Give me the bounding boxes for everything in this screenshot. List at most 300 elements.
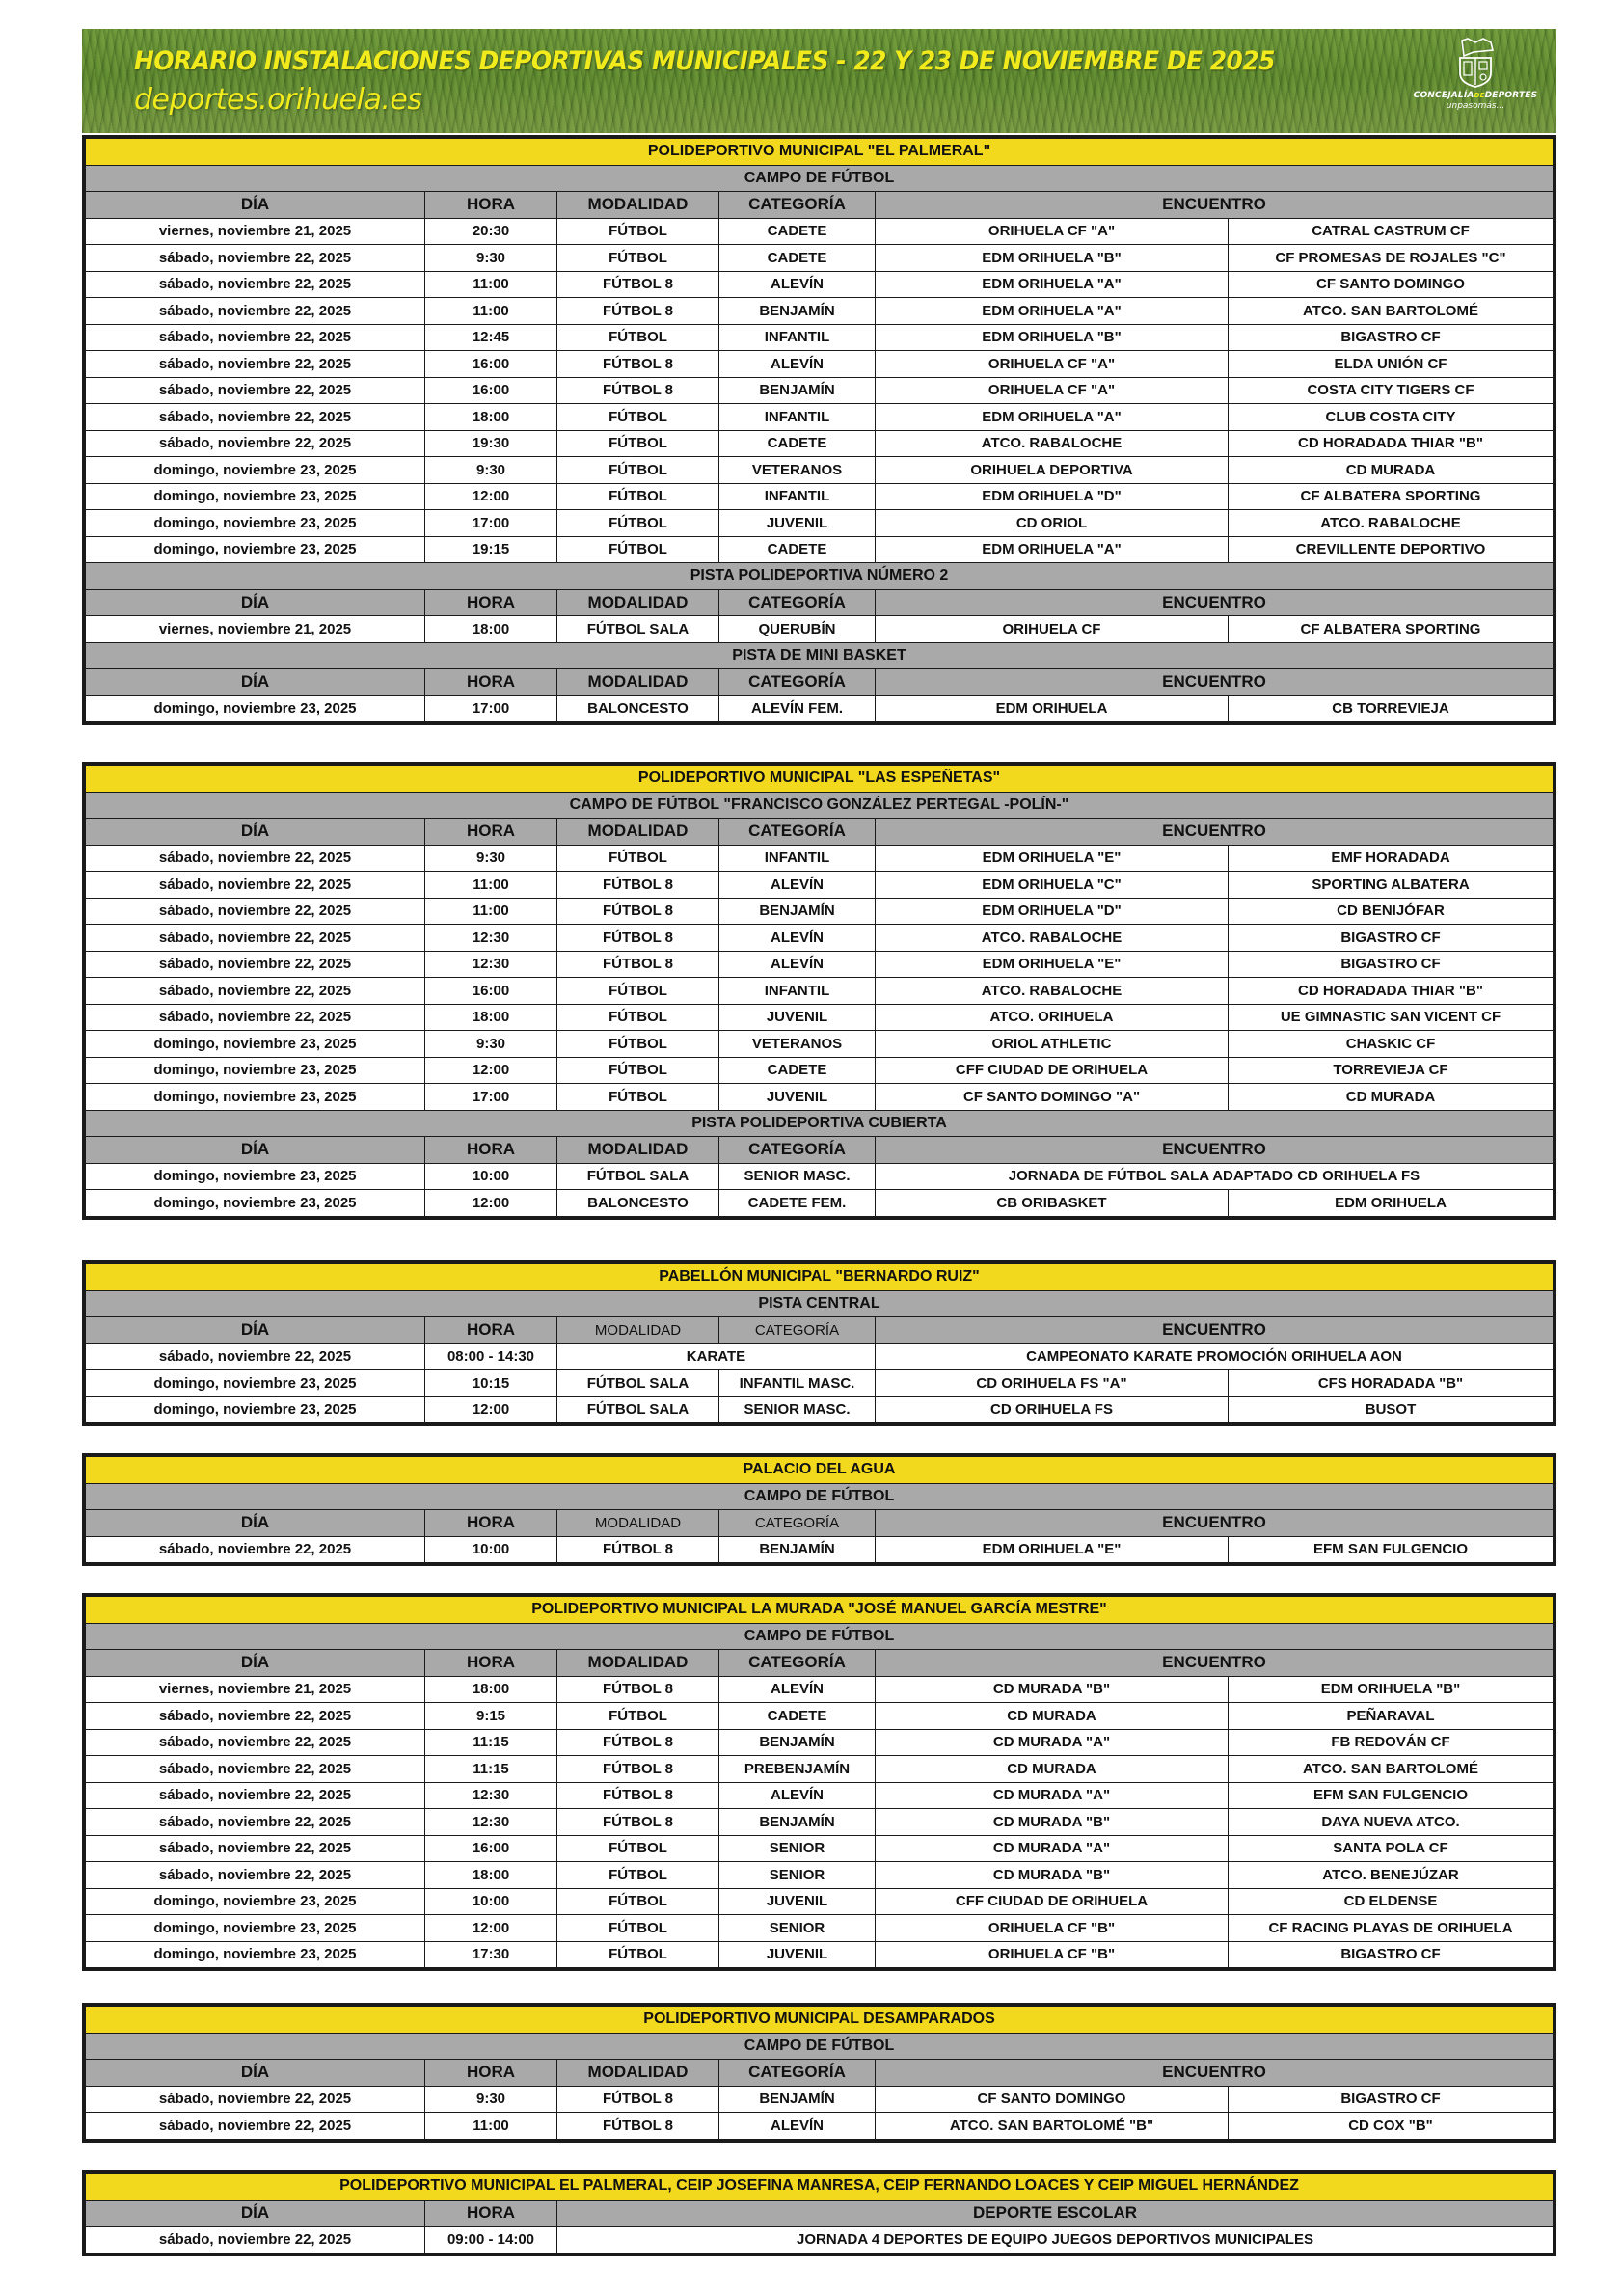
cell-hora: 12:00 bbox=[425, 1057, 557, 1084]
table-row bbox=[86, 1004, 1554, 1031]
cell-dia: sábado, noviembre 22, 2025 bbox=[86, 2086, 425, 2113]
cell-hora: 11:00 bbox=[425, 2113, 557, 2140]
cell-categoria: ALEVÍN bbox=[719, 1676, 876, 1703]
cell-equipo-visitante: SPORTING ALBATERA bbox=[1229, 872, 1554, 899]
header-encuentro: ENCUENTRO bbox=[876, 669, 1554, 696]
cell-dia: viernes, noviembre 21, 2025 bbox=[86, 1676, 425, 1703]
cell-equipo-visitante: CF ALBATERA SPORTING bbox=[1229, 616, 1554, 643]
cell-modalidad: FÚTBOL bbox=[557, 218, 719, 245]
section-name: PISTA DE MINI BASKET bbox=[86, 642, 1554, 669]
header-dia: DÍA bbox=[86, 1510, 425, 1537]
cell-modalidad: FÚTBOL bbox=[557, 978, 719, 1005]
cell-categoria: CADETE bbox=[719, 1057, 876, 1084]
cell-categoria: BENJAMÍN bbox=[719, 1729, 876, 1756]
cell-equipo-local: CD MURADA "A" bbox=[876, 1782, 1229, 1809]
column-header-row bbox=[86, 2060, 1554, 2087]
table-row bbox=[86, 324, 1554, 351]
venue-table bbox=[82, 1260, 1556, 1426]
cell-dia: sábado, noviembre 22, 2025 bbox=[86, 324, 425, 351]
header-hora: HORA bbox=[425, 1510, 557, 1537]
cell-hora: 18:00 bbox=[425, 616, 557, 643]
column-header-row bbox=[86, 1137, 1554, 1164]
cell-equipo-visitante: BUSOT bbox=[1229, 1396, 1554, 1423]
cell-hora: 16:00 bbox=[425, 377, 557, 404]
cell-categoria: JUVENIL bbox=[719, 1941, 876, 1968]
header-encuentro: ENCUENTRO bbox=[876, 1137, 1554, 1164]
cell-categoria: ALEVÍN FEM. bbox=[719, 695, 876, 722]
cell-equipo-visitante: BIGASTRO CF bbox=[1229, 925, 1554, 952]
cell-dia: domingo, noviembre 23, 2025 bbox=[86, 457, 425, 484]
cell-equipo-local: EDM ORIHUELA "C" bbox=[876, 872, 1229, 899]
cell-dia: sábado, noviembre 22, 2025 bbox=[86, 1343, 425, 1370]
cell-hora: 12:00 bbox=[425, 1190, 557, 1217]
table-row bbox=[86, 457, 1554, 484]
table-row bbox=[86, 845, 1554, 872]
section-name: CAMPO DE FÚTBOL bbox=[86, 165, 1554, 192]
cell-hora: 12:30 bbox=[425, 925, 557, 952]
cell-equipo-visitante: EFM SAN FULGENCIO bbox=[1229, 1536, 1554, 1563]
cell-hora: 9:30 bbox=[425, 1031, 557, 1058]
cell-modalidad: FÚTBOL 8 bbox=[557, 1729, 719, 1756]
header-encuentro: ENCUENTRO bbox=[876, 1510, 1554, 1537]
cell-categoria: INFANTIL MASC. bbox=[719, 1370, 876, 1397]
table-row bbox=[86, 1163, 1554, 1190]
table-row bbox=[86, 898, 1554, 925]
venue-title-row bbox=[86, 766, 1554, 793]
venue-title-row bbox=[86, 139, 1554, 166]
table-row bbox=[86, 951, 1554, 978]
cell-categoria: ALEVÍN bbox=[719, 872, 876, 899]
cell-categoria: INFANTIL bbox=[719, 404, 876, 431]
cell-dia: sábado, noviembre 22, 2025 bbox=[86, 377, 425, 404]
cell-equipo-local: CB ORIBASKET bbox=[876, 1190, 1229, 1217]
cell-modalidad: FÚTBOL 8 bbox=[557, 1809, 719, 1836]
cell-dia: domingo, noviembre 23, 2025 bbox=[86, 1888, 425, 1915]
section-row bbox=[86, 2033, 1554, 2060]
cell-modalidad: FÚTBOL 8 bbox=[557, 872, 719, 899]
cell-equipo-local: ORIHUELA DEPORTIVA bbox=[876, 457, 1229, 484]
cell-categoria: BENJAMÍN bbox=[719, 1809, 876, 1836]
header-categoria: CATEGORÍA bbox=[719, 192, 876, 219]
cell-hora: 16:00 bbox=[425, 1835, 557, 1862]
table-row bbox=[86, 536, 1554, 563]
cell-hora: 11:15 bbox=[425, 1729, 557, 1756]
cell-categoria: ALEVÍN bbox=[719, 925, 876, 952]
cell-dia: domingo, noviembre 23, 2025 bbox=[86, 1370, 425, 1397]
venue-title: POLIDEPORTIVO MUNICIPAL "LAS ESPEÑETAS" bbox=[86, 766, 1554, 793]
table-row bbox=[86, 1676, 1554, 1703]
cell-hora: 12:00 bbox=[425, 483, 557, 510]
schedule-table bbox=[85, 1456, 1554, 1563]
table-row bbox=[86, 616, 1554, 643]
header-modalidad: MODALIDAD bbox=[557, 1510, 719, 1537]
cell-hora: 12:30 bbox=[425, 1809, 557, 1836]
header-dia: DÍA bbox=[86, 1137, 425, 1164]
table-row bbox=[86, 1396, 1554, 1423]
cell-categoria: BENJAMÍN bbox=[719, 1536, 876, 1563]
cell-modalidad: FÚTBOL 8 bbox=[557, 351, 719, 378]
page-title: HORARIO INSTALACIONES DEPORTIVAS MUNICIPALES - 22 Y 23 DE NOVIEMBRE DE 2025 bbox=[134, 46, 1275, 76]
cell-modalidad: FÚTBOL bbox=[557, 1057, 719, 1084]
cell-equipo-local: ORIHUELA CF "A" bbox=[876, 377, 1229, 404]
venue-title: POLIDEPORTIVO MUNICIPAL LA MURADA "JOSÉ MANUEL GARCÍA MESTRE" bbox=[86, 1597, 1554, 1624]
cell-modalidad: FÚTBOL bbox=[557, 845, 719, 872]
header-dia: DÍA bbox=[86, 1317, 425, 1344]
venue-title: PALACIO DEL AGUA bbox=[86, 1457, 1554, 1484]
table-row bbox=[86, 245, 1554, 272]
cell-categoria: INFANTIL bbox=[719, 845, 876, 872]
cell-categoria: BENJAMÍN bbox=[719, 898, 876, 925]
cell-dia: domingo, noviembre 23, 2025 bbox=[86, 1057, 425, 1084]
cell-encuentro: JORNADA DE FÚTBOL SALA ADAPTADO CD ORIHUELA FS bbox=[876, 1163, 1554, 1190]
cell-modalidad: FÚTBOL bbox=[557, 510, 719, 537]
header-encuentro: ENCUENTRO bbox=[876, 1317, 1554, 1344]
cell-hora: 17:30 bbox=[425, 1941, 557, 1968]
table-row bbox=[86, 1809, 1554, 1836]
website-link[interactable]: deportes.orihuela.es bbox=[134, 83, 422, 117]
header-hora: HORA bbox=[425, 192, 557, 219]
cell-categoria: ALEVÍN bbox=[719, 271, 876, 298]
table-row bbox=[86, 430, 1554, 457]
cell-categoria: ALEVÍN bbox=[719, 2113, 876, 2140]
cell-modalidad: FÚTBOL 8 bbox=[557, 298, 719, 325]
cell-modalidad: FÚTBOL bbox=[557, 1004, 719, 1031]
cell-equipo-local: EDM ORIHUELA "E" bbox=[876, 845, 1229, 872]
cell-dia: sábado, noviembre 22, 2025 bbox=[86, 2227, 425, 2254]
cell-equipo-visitante: CLUB COSTA CITY bbox=[1229, 404, 1554, 431]
cell-hora: 9:30 bbox=[425, 457, 557, 484]
cell-equipo-local: CF SANTO DOMINGO "A" bbox=[876, 1084, 1229, 1111]
venue-table bbox=[82, 135, 1556, 725]
header-categoria: CATEGORÍA bbox=[719, 1137, 876, 1164]
cell-equipo-visitante: CB TORREVIEJA bbox=[1229, 695, 1554, 722]
cell-categoria: ALEVÍN bbox=[719, 351, 876, 378]
cell-modalidad: FÚTBOL 8 bbox=[557, 951, 719, 978]
cell-equipo-visitante: CF RACING PLAYAS DE ORIHUELA bbox=[1229, 1915, 1554, 1942]
venue-title-row bbox=[86, 2007, 1554, 2034]
cell-modalidad: KARATE bbox=[557, 1343, 876, 1370]
cell-equipo-local: CD ORIOL bbox=[876, 510, 1229, 537]
header-encuentro: ENCUENTRO bbox=[876, 2060, 1554, 2087]
venue-title: POLIDEPORTIVO MUNICIPAL EL PALMERAL, CEIP JOSEFINA MANRESA, CEIP FERNANDO LOACES Y CEIP MIGUEL HERNÁNDEZ bbox=[86, 2174, 1554, 2201]
cell-hora: 9:30 bbox=[425, 845, 557, 872]
cell-equipo-visitante: TORREVIEJA CF bbox=[1229, 1057, 1554, 1084]
cell-equipo-local: ATCO. RABALOCHE bbox=[876, 430, 1229, 457]
header-dia: DÍA bbox=[86, 2200, 425, 2227]
header-dia: DÍA bbox=[86, 589, 425, 616]
header-dia: DÍA bbox=[86, 1650, 425, 1677]
header-hora: HORA bbox=[425, 589, 557, 616]
table-row bbox=[86, 2086, 1554, 2113]
cell-equipo-visitante: CD ELDENSE bbox=[1229, 1888, 1554, 1915]
cell-equipo-visitante: PEÑARAVAL bbox=[1229, 1703, 1554, 1730]
cell-categoria: SENIOR MASC. bbox=[719, 1396, 876, 1423]
cell-equipo-visitante: COSTA CITY TIGERS CF bbox=[1229, 377, 1554, 404]
cell-modalidad: FÚTBOL 8 bbox=[557, 925, 719, 952]
cell-equipo-visitante: BIGASTRO CF bbox=[1229, 2086, 1554, 2113]
cell-categoria: BENJAMÍN bbox=[719, 377, 876, 404]
cell-hora: 11:00 bbox=[425, 898, 557, 925]
column-header-row bbox=[86, 192, 1554, 219]
section-row bbox=[86, 1623, 1554, 1650]
header-hora: HORA bbox=[425, 1137, 557, 1164]
cell-dia: sábado, noviembre 22, 2025 bbox=[86, 271, 425, 298]
header-modalidad: MODALIDAD bbox=[557, 192, 719, 219]
cell-hora: 16:00 bbox=[425, 351, 557, 378]
cell-equipo-local: CD MURADA "A" bbox=[876, 1835, 1229, 1862]
header-banner bbox=[82, 29, 1556, 133]
schedule-table bbox=[85, 1263, 1554, 1423]
cell-dia: sábado, noviembre 22, 2025 bbox=[86, 298, 425, 325]
cell-modalidad: FÚTBOL bbox=[557, 430, 719, 457]
cell-categoria: ALEVÍN bbox=[719, 1782, 876, 1809]
column-header-row bbox=[86, 819, 1554, 846]
cell-categoria: ALEVÍN bbox=[719, 951, 876, 978]
header-hora: HORA bbox=[425, 2060, 557, 2087]
cell-hora: 10:00 bbox=[425, 1163, 557, 1190]
header-categoria: CATEGORÍA bbox=[719, 589, 876, 616]
cell-dia: sábado, noviembre 22, 2025 bbox=[86, 1782, 425, 1809]
cell-hora: 10:00 bbox=[425, 1536, 557, 1563]
venue-table bbox=[82, 2003, 1556, 2143]
header-modalidad: MODALIDAD bbox=[557, 1137, 719, 1164]
venue-title-row bbox=[86, 1597, 1554, 1624]
cell-dia: domingo, noviembre 23, 2025 bbox=[86, 483, 425, 510]
header-modalidad: MODALIDAD bbox=[557, 589, 719, 616]
cell-equipo-visitante: BIGASTRO CF bbox=[1229, 1941, 1554, 1968]
cell-hora: 17:00 bbox=[425, 1084, 557, 1111]
cell-categoria: SENIOR MASC. bbox=[719, 1163, 876, 1190]
column-header-row bbox=[86, 2200, 1554, 2227]
table-row bbox=[86, 1888, 1554, 1915]
cell-categoria: JUVENIL bbox=[719, 1004, 876, 1031]
cell-equipo-local: CFF CIUDAD DE ORIHUELA bbox=[876, 1057, 1229, 1084]
cell-hora: 11:00 bbox=[425, 271, 557, 298]
header-modalidad: MODALIDAD bbox=[557, 669, 719, 696]
table-row bbox=[86, 925, 1554, 952]
venue-title-row bbox=[86, 1457, 1554, 1484]
cell-modalidad: FÚTBOL bbox=[557, 1941, 719, 1968]
schedule-table bbox=[85, 765, 1554, 1217]
logo-name-de: DE bbox=[1474, 92, 1485, 99]
header-encuentro: ENCUENTRO bbox=[876, 589, 1554, 616]
cell-deporte-escolar: JORNADA 4 DEPORTES DE EQUIPO JUEGOS DEPORTIVOS MUNICIPALES bbox=[557, 2227, 1554, 2254]
cell-equipo-visitante: ATCO. RABALOCHE bbox=[1229, 510, 1554, 537]
cell-equipo-visitante: CD BENIJÓFAR bbox=[1229, 898, 1554, 925]
cell-hora: 12:30 bbox=[425, 951, 557, 978]
table-row bbox=[86, 1862, 1554, 1889]
cell-equipo-local: EDM ORIHUELA "E" bbox=[876, 1536, 1229, 1563]
cell-hora: 16:00 bbox=[425, 978, 557, 1005]
venue-title: POLIDEPORTIVO MUNICIPAL DESAMPARADOS bbox=[86, 2007, 1554, 2034]
cell-categoria: VETERANOS bbox=[719, 457, 876, 484]
cell-equipo-local: ATCO. ORIHUELA bbox=[876, 1004, 1229, 1031]
header-encuentro: ENCUENTRO bbox=[876, 192, 1554, 219]
cell-equipo-visitante: SANTA POLA CF bbox=[1229, 1835, 1554, 1862]
header-hora: HORA bbox=[425, 1650, 557, 1677]
header-categoria: CATEGORÍA bbox=[719, 1510, 876, 1537]
cell-hora: 19:30 bbox=[425, 430, 557, 457]
cell-equipo-local: EDM ORIHUELA "A" bbox=[876, 404, 1229, 431]
cell-categoria: CADETE bbox=[719, 218, 876, 245]
cell-dia: domingo, noviembre 23, 2025 bbox=[86, 1941, 425, 1968]
table-row bbox=[86, 695, 1554, 722]
cell-equipo-local: CD MURADA "A" bbox=[876, 1729, 1229, 1756]
section-row bbox=[86, 1483, 1554, 1510]
table-row bbox=[86, 872, 1554, 899]
cell-dia: sábado, noviembre 22, 2025 bbox=[86, 404, 425, 431]
cell-equipo-local: EDM ORIHUELA "A" bbox=[876, 298, 1229, 325]
cell-equipo-local: EDM ORIHUELA "D" bbox=[876, 898, 1229, 925]
table-row bbox=[86, 1084, 1554, 1111]
cell-modalidad: FÚTBOL 8 bbox=[557, 377, 719, 404]
logo-name-part: CONCEJALÍA bbox=[1413, 91, 1474, 100]
cell-equipo-visitante: ATCO. SAN BARTOLOMÉ bbox=[1229, 298, 1554, 325]
cell-equipo-local: ORIHUELA CF "B" bbox=[876, 1941, 1229, 1968]
cell-dia: sábado, noviembre 22, 2025 bbox=[86, 1835, 425, 1862]
cell-modalidad: BALONCESTO bbox=[557, 695, 719, 722]
cell-equipo-visitante: UE GIMNASTIC SAN VICENT CF bbox=[1229, 1004, 1554, 1031]
header-hora: HORA bbox=[425, 1317, 557, 1344]
cell-categoria: SENIOR bbox=[719, 1862, 876, 1889]
cell-modalidad: FÚTBOL bbox=[557, 1031, 719, 1058]
header-categoria: CATEGORÍA bbox=[719, 2060, 876, 2087]
cell-dia: sábado, noviembre 22, 2025 bbox=[86, 951, 425, 978]
cell-hora: 17:00 bbox=[425, 695, 557, 722]
venue-table bbox=[82, 2170, 1556, 2256]
header-hora: HORA bbox=[425, 2200, 557, 2227]
cell-categoria: INFANTIL bbox=[719, 324, 876, 351]
cell-modalidad: FÚTBOL bbox=[557, 536, 719, 563]
cell-hora: 19:15 bbox=[425, 536, 557, 563]
section-row bbox=[86, 165, 1554, 192]
cell-equipo-visitante: ATCO. SAN BARTOLOMÉ bbox=[1229, 1756, 1554, 1783]
cell-equipo-visitante: CD COX "B" bbox=[1229, 2113, 1554, 2140]
cell-modalidad: FÚTBOL bbox=[557, 1915, 719, 1942]
header-categoria: CATEGORÍA bbox=[719, 819, 876, 846]
header-hora: HORA bbox=[425, 669, 557, 696]
cell-equipo-local: EDM ORIHUELA "B" bbox=[876, 245, 1229, 272]
cell-modalidad: FÚTBOL 8 bbox=[557, 1676, 719, 1703]
cell-hora: 10:00 bbox=[425, 1888, 557, 1915]
cell-equipo-visitante: ATCO. BENEJÚZAR bbox=[1229, 1862, 1554, 1889]
table-row bbox=[86, 483, 1554, 510]
cell-dia: sábado, noviembre 22, 2025 bbox=[86, 1729, 425, 1756]
cell-dia: sábado, noviembre 22, 2025 bbox=[86, 351, 425, 378]
cell-modalidad: FÚTBOL 8 bbox=[557, 1756, 719, 1783]
cell-modalidad: FÚTBOL bbox=[557, 1835, 719, 1862]
column-header-row bbox=[86, 1650, 1554, 1677]
header-dia: DÍA bbox=[86, 2060, 425, 2087]
cell-hora: 08:00 - 14:30 bbox=[425, 1343, 557, 1370]
cell-dia: domingo, noviembre 23, 2025 bbox=[86, 510, 425, 537]
cell-categoria: SENIOR bbox=[719, 1915, 876, 1942]
cell-dia: sábado, noviembre 22, 2025 bbox=[86, 872, 425, 899]
cell-categoria: CADETE bbox=[719, 1703, 876, 1730]
cell-categoria: JUVENIL bbox=[719, 1888, 876, 1915]
column-header-row bbox=[86, 669, 1554, 696]
cell-equipo-visitante: CD HORADADA THIAR "B" bbox=[1229, 430, 1554, 457]
orihuela-crest-icon bbox=[1454, 37, 1497, 89]
cell-equipo-local: ATCO. SAN BARTOLOMÉ "B" bbox=[876, 2113, 1229, 2140]
table-row bbox=[86, 1057, 1554, 1084]
cell-dia: viernes, noviembre 21, 2025 bbox=[86, 218, 425, 245]
header-dia: DÍA bbox=[86, 669, 425, 696]
cell-modalidad: FÚTBOL bbox=[557, 245, 719, 272]
cell-modalidad: FÚTBOL bbox=[557, 457, 719, 484]
cell-equipo-visitante: EDM ORIHUELA "B" bbox=[1229, 1676, 1554, 1703]
table-row bbox=[86, 1343, 1554, 1370]
table-row bbox=[86, 1729, 1554, 1756]
section-row bbox=[86, 563, 1554, 590]
section-row bbox=[86, 1290, 1554, 1317]
cell-equipo-local: EDM ORIHUELA "A" bbox=[876, 536, 1229, 563]
cell-modalidad: FÚTBOL SALA bbox=[557, 1396, 719, 1423]
cell-modalidad: FÚTBOL 8 bbox=[557, 2113, 719, 2140]
cell-dia: sábado, noviembre 22, 2025 bbox=[86, 1703, 425, 1730]
venue-table bbox=[82, 1593, 1556, 1971]
section-name: PISTA CENTRAL bbox=[86, 1290, 1554, 1317]
header-encuentro: ENCUENTRO bbox=[876, 819, 1554, 846]
cell-equipo-visitante: FB REDOVÁN CF bbox=[1229, 1729, 1554, 1756]
cell-categoria: BENJAMÍN bbox=[719, 298, 876, 325]
table-row bbox=[86, 271, 1554, 298]
cell-categoria: INFANTIL bbox=[719, 978, 876, 1005]
cell-equipo-local: CD ORIHUELA FS bbox=[876, 1396, 1229, 1423]
cell-equipo-local: ORIHUELA CF "B" bbox=[876, 1915, 1229, 1942]
section-row bbox=[86, 642, 1554, 669]
table-row bbox=[86, 1915, 1554, 1942]
venue-title-row bbox=[86, 2174, 1554, 2201]
cell-hora: 11:00 bbox=[425, 298, 557, 325]
cell-hora: 9:15 bbox=[425, 1703, 557, 1730]
cell-equipo-visitante: CHASKIC CF bbox=[1229, 1031, 1554, 1058]
cell-hora: 18:00 bbox=[425, 1862, 557, 1889]
cell-modalidad: FÚTBOL SALA bbox=[557, 1163, 719, 1190]
section-name: PISTA POLIDEPORTIVA NÚMERO 2 bbox=[86, 563, 1554, 590]
cell-equipo-local: CD MURADA "B" bbox=[876, 1862, 1229, 1889]
table-row bbox=[86, 298, 1554, 325]
cell-dia: sábado, noviembre 22, 2025 bbox=[86, 1536, 425, 1563]
cell-dia: sábado, noviembre 22, 2025 bbox=[86, 1809, 425, 1836]
cell-equipo-local: CD MURADA bbox=[876, 1703, 1229, 1730]
header-hora: HORA bbox=[425, 819, 557, 846]
cell-modalidad: FÚTBOL bbox=[557, 1862, 719, 1889]
column-header-row bbox=[86, 1510, 1554, 1537]
cell-modalidad: FÚTBOL SALA bbox=[557, 1370, 719, 1397]
header-categoria: CATEGORÍA bbox=[719, 1317, 876, 1344]
cell-modalidad: FÚTBOL 8 bbox=[557, 1782, 719, 1809]
cell-equipo-local: CD ORIHUELA FS "A" bbox=[876, 1370, 1229, 1397]
cell-modalidad: FÚTBOL SALA bbox=[557, 616, 719, 643]
cell-dia: viernes, noviembre 21, 2025 bbox=[86, 616, 425, 643]
cell-equipo-local: CD MURADA "B" bbox=[876, 1676, 1229, 1703]
cell-hora: 9:30 bbox=[425, 2086, 557, 2113]
header-categoria: CATEGORÍA bbox=[719, 669, 876, 696]
cell-equipo-visitante: EDM ORIHUELA bbox=[1229, 1190, 1554, 1217]
cell-modalidad: FÚTBOL bbox=[557, 483, 719, 510]
cell-modalidad: FÚTBOL 8 bbox=[557, 2086, 719, 2113]
cell-equipo-local: EDM ORIHUELA bbox=[876, 695, 1229, 722]
table-row bbox=[86, 1756, 1554, 1783]
cell-hora: 11:00 bbox=[425, 872, 557, 899]
cell-equipo-local: EDM ORIHUELA "A" bbox=[876, 271, 1229, 298]
cell-categoria: JUVENIL bbox=[719, 1084, 876, 1111]
cell-equipo-visitante: CD MURADA bbox=[1229, 1084, 1554, 1111]
cell-categoria: QUERUBÍN bbox=[719, 616, 876, 643]
cell-hora: 09:00 - 14:00 bbox=[425, 2227, 557, 2254]
cell-hora: 18:00 bbox=[425, 404, 557, 431]
